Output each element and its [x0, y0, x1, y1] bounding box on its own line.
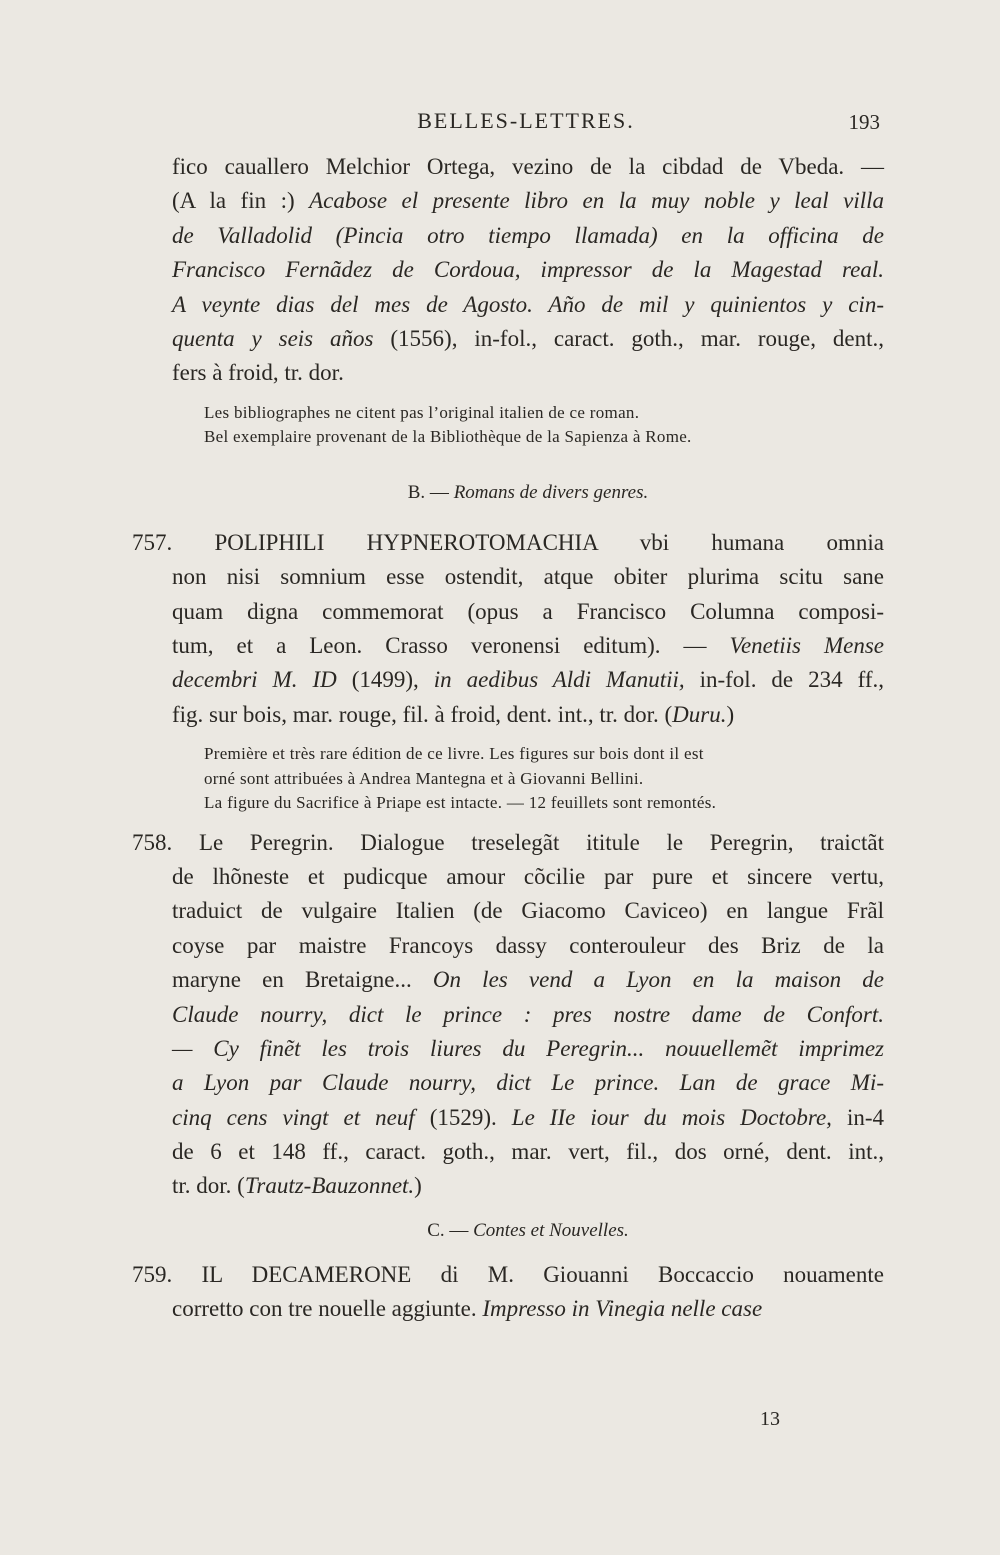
text-line — [172, 560, 884, 594]
section-heading-c — [172, 1214, 884, 1248]
italic-segment: Acabose el presente libro en la muy noble y leal villa — [309, 188, 884, 214]
text-line — [172, 150, 884, 184]
entry-757-notes — [172, 742, 884, 816]
text-line — [172, 288, 884, 322]
entry-757 — [132, 526, 884, 816]
text-segment: fico cauallero Melchior Ortega, vezino de la cibdad de Vbeda. — — [172, 154, 884, 179]
text-segment: ) — [726, 701, 735, 727]
page-number: 193 — [848, 110, 880, 134]
text-segment: (1556), in-fol., caract. goth., mar. rouge, dent., — [373, 325, 884, 351]
running-head — [172, 108, 880, 138]
text-segment: tum, et a Leon. Crasso veronensi editum). — — [172, 632, 730, 658]
text-segment: 757. POLIPHILI HYPNEROTOMACHIA vbi humana omnia — [132, 529, 884, 555]
text-line — [172, 663, 884, 697]
italic-segment: A veynte dias del mes de Agosto. Año de mil y quinientos y cin- — [172, 291, 884, 317]
italic-segment: cinq cens vingt et neuf — [172, 1104, 415, 1130]
italic-segment: Claude nourry, dict le prince : pres nostre dame de Confort. — [172, 1001, 884, 1027]
text-segment: non nisi somnium esse ostendit, atque obiter plurima scitu sane — [172, 564, 884, 590]
text-segment: (1499), — [336, 667, 434, 693]
text-line — [132, 526, 884, 560]
signature-mark: 13 — [760, 1408, 780, 1430]
text-line — [172, 356, 884, 390]
section-c-label: C. — — [427, 1219, 469, 1241]
italic-segment: decembri M. ID — [172, 667, 337, 693]
note-line: La figure du Sacrifice à Priape est intacte. — 12 feuillets sont remontés. — [204, 793, 717, 813]
text-segment: quam digna commemorat (opus a Francisco Columna composi- — [172, 598, 884, 624]
section-b-title: Romans de divers genres. — [453, 481, 649, 503]
text-segment: (A la fin :) — [172, 188, 310, 214]
entry-756-lines — [172, 150, 884, 391]
entry-758-lines — [132, 826, 884, 1204]
section-b-label: B. — — [407, 481, 449, 503]
text-line — [172, 998, 884, 1032]
text-line — [172, 219, 884, 253]
italic-segment: Trautz-Bauzonnet. — [244, 1173, 415, 1199]
text-segment: coyse par maistre Francoys dassy conterouleur des Briz de la — [172, 932, 884, 958]
text-segment: 759. IL DECAMERONE di M. Giouanni Boccaccio nouamente — [132, 1261, 884, 1287]
text-line — [172, 929, 884, 963]
text-line — [172, 1135, 884, 1169]
note-line: Bel exemplaire provenant de la Bibliothèque de la Sapienza à Rome. — [204, 427, 692, 447]
text-segment: corretto con tre nouelle aggiunte. — [172, 1296, 483, 1322]
text-line — [172, 184, 884, 218]
entry-756 — [172, 150, 884, 450]
entry-758 — [132, 826, 884, 1204]
entry-756-notes — [172, 401, 884, 450]
text-line — [172, 894, 884, 928]
text-segment: de lhõneste et pudicque amour cõcilie par pure et sincere vertu, — [172, 863, 884, 889]
text-line — [172, 595, 884, 629]
italic-segment: — Cy finẽt les trois liures du Peregrin... nouuellemẽt imprimez — [172, 1035, 884, 1061]
text-segment: tr. dor. ( — [172, 1173, 245, 1199]
text-line — [172, 963, 884, 997]
text-line — [172, 1292, 884, 1326]
italic-segment: Le IIe iour du mois Doctobre, — [511, 1104, 832, 1130]
text-line — [172, 1169, 884, 1203]
text-segment: maryne en Bretaigne... — [172, 967, 433, 993]
text-segment: in-fol. de 234 ff., — [684, 667, 884, 693]
text-line — [172, 253, 884, 287]
note-line: Les bibliographes ne citent pas l’original italien de ce roman. — [204, 402, 640, 422]
entry-759 — [132, 1258, 884, 1327]
text-line — [172, 1066, 884, 1100]
entry-757-lines — [132, 526, 884, 732]
italic-segment: Francisco Fernãdez de Cordoua, impressor de la Magestad real. — [172, 257, 884, 283]
text-line — [172, 322, 884, 356]
text-segment: (1529). — [414, 1104, 512, 1130]
italic-segment: Venetiis Mense — [729, 632, 884, 658]
text-segment: traduict de vulgaire Italien (de Giacomo Caviceo) en langue Frãl — [172, 898, 884, 924]
italic-segment: Impresso in Vinegia nelle case — [482, 1296, 763, 1322]
text-segment: in-4 — [831, 1104, 884, 1130]
text-line — [172, 860, 884, 894]
text-segment: ) — [414, 1173, 422, 1199]
text-line — [172, 1032, 884, 1066]
italic-segment: quenta y seis años — [172, 325, 374, 351]
italic-segment: in aedibus Aldi Manutii, — [433, 667, 685, 693]
note-line: orné sont attribuées à Andrea Mantegna et à Giovanni Bellini. — [204, 768, 644, 788]
section-c-title: Contes et Nouvelles. — [473, 1219, 629, 1241]
italic-segment: Duru. — [672, 701, 727, 727]
text-segment: fers à froid, tr. dor. — [172, 360, 344, 386]
text-segment: 758. Le Peregrin. Dialogue treselegãt ititule le Peregrin, traictãt — [132, 829, 884, 855]
section-heading-b — [172, 476, 884, 510]
body-text — [132, 150, 884, 1327]
text-line — [172, 698, 884, 732]
text-segment: de 6 et 148 ff., caract. goth., mar. vert, fil., dos orné, dent. int., — [172, 1139, 884, 1165]
entry-759-lines — [132, 1258, 884, 1327]
text-line — [172, 629, 884, 663]
text-segment: fig. sur bois, mar. rouge, fil. à froid, dent. int., tr. dor. ( — [172, 701, 673, 727]
italic-segment: de Valladolid (Pincia otro tiempo llamada) en la officina de — [172, 222, 884, 248]
text-line — [132, 826, 884, 860]
note-line: Première et très rare édition de ce livre. Les figures sur bois dont il est — [204, 744, 704, 764]
text-line — [172, 1101, 884, 1135]
italic-segment: On les vend a Lyon en la maison de — [432, 967, 884, 993]
italic-segment: a Lyon par Claude nourry, dict Le prince. Lan de grace Mi- — [172, 1070, 884, 1096]
running-title: BELLES-LETTRES. — [417, 108, 635, 133]
text-line — [132, 1258, 884, 1292]
